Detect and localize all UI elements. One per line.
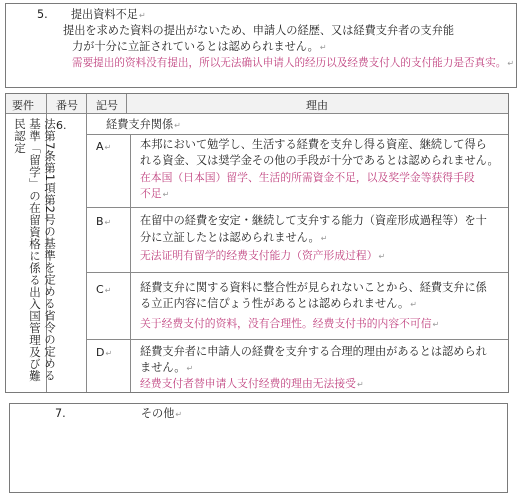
section-7-number: 7.: [55, 407, 66, 420]
section-5-heading: [37, 8, 146, 23]
paragraph-mark-icon: ↵: [104, 143, 112, 152]
item-d-code: D↵: [96, 346, 113, 359]
item-d-line-2: ません。↵: [140, 361, 194, 374]
item-a-code: A↵: [96, 140, 112, 153]
table-header-row: [6, 94, 508, 114]
paragraph-mark-icon: ↵: [356, 380, 364, 389]
section-5-translation: 需要提出的资料没有提出，所以无法确认申请人的经历以及经费支付人的支付能力是否真实。↵: [72, 57, 515, 69]
item-c-translation: 关于经费支付的资料，没有合理性。经费支付书的内容不可信↵: [140, 317, 440, 330]
header-reason: 理由: [306, 99, 328, 112]
paragraph-mark-icon: ↵: [186, 364, 194, 373]
paragraph-mark-icon: ↵: [410, 300, 417, 309]
column-divider: [126, 94, 127, 114]
paragraph-mark-icon: ↵: [174, 121, 181, 130]
section-5-number: 5.: [37, 8, 48, 21]
paragraph-mark-icon: ↵: [432, 320, 440, 329]
item-divider: [86, 339, 508, 340]
section-7-box: [9, 403, 508, 493]
section-7-title: その他: [140, 407, 175, 420]
section-5-text-line-1: 提出を求めた資料の提出がないため、申請人の経歴、又は経費支弁者の支弁能: [63, 24, 455, 37]
paragraph-mark-icon: ↵: [105, 349, 113, 358]
item-c-line-2: る立正内容に信ぴょう性があるとは認められません。↵: [140, 297, 417, 310]
item-divider: [86, 207, 508, 208]
item-divider: [86, 272, 508, 273]
paragraph-mark-icon: ↵: [162, 190, 170, 199]
paragraph-mark-icon: ↵: [507, 59, 515, 68]
paragraph-mark-icon: ↵: [378, 252, 386, 261]
paragraph-mark-icon: ↵: [138, 11, 146, 20]
section-5-text-line-2: 力が十分に立証されているとは認められません。↵: [72, 40, 327, 53]
row-number: 6.: [56, 119, 67, 132]
item-b-line-2: 分に立証したとは認められません。↵: [140, 231, 328, 244]
paragraph-mark-icon: ↵: [175, 410, 183, 419]
header-requirement: 要件: [12, 99, 34, 112]
header-number: 番号: [56, 99, 78, 112]
item-a-translation-1: 在本国（日本国）留学、生活的所需資金不足，以及奖学金等获得手段: [140, 171, 475, 184]
item-divider: [86, 134, 508, 135]
item-d-translation: 经费支付者替申请人支付经费的理由无法接受↵: [140, 377, 364, 390]
item-a-translation-2: 不足↵: [140, 187, 170, 200]
item-b-translation: 无法证明有留学的经费支付能力（资产形成过程）↵: [140, 249, 386, 262]
reasons-table: [5, 93, 509, 393]
item-c-code: C↵: [96, 283, 112, 296]
section-5-title: 提出資料不足: [70, 8, 138, 21]
item-b-line-1: 在留中の経費を安定・継続して支弁する能力（資産形成過程等）を十: [140, 214, 487, 227]
item-a-line-2: れる資金、又は奨学金その他の手段が十分であるとは認められません。: [140, 154, 499, 167]
requirement-text: 法第7条第1項第2号の基準を定める省令の定める基準「留学」の在留資格に係る出入国管理及び難民認定: [13, 118, 57, 382]
column-divider: [86, 94, 87, 392]
item-c-line-1: 経費支弁に関する資料に整合性が見られないことから、経費支弁に係: [140, 281, 487, 294]
paragraph-mark-icon: ↵: [319, 43, 327, 52]
header-code: 記号: [96, 99, 118, 112]
paragraph-mark-icon: ↵: [320, 234, 328, 243]
paragraph-mark-icon: ↵: [104, 286, 112, 295]
item-b-code: B↵: [96, 215, 112, 228]
item-a-line-1: 本邦において勉学し、生活する経費を支弁し得る資産、継続して得ら: [140, 138, 487, 151]
section-5-box: [5, 3, 517, 88]
item-d-line-1: 経費支弁者に申請人の経費を支弁する合理的理由があるとは認められ: [140, 345, 487, 358]
code-column-right: [130, 134, 131, 392]
paragraph-mark-icon: ↵: [104, 218, 112, 227]
group-title: 経費支弁関係↵: [106, 118, 181, 131]
section-7-heading: [55, 407, 182, 422]
